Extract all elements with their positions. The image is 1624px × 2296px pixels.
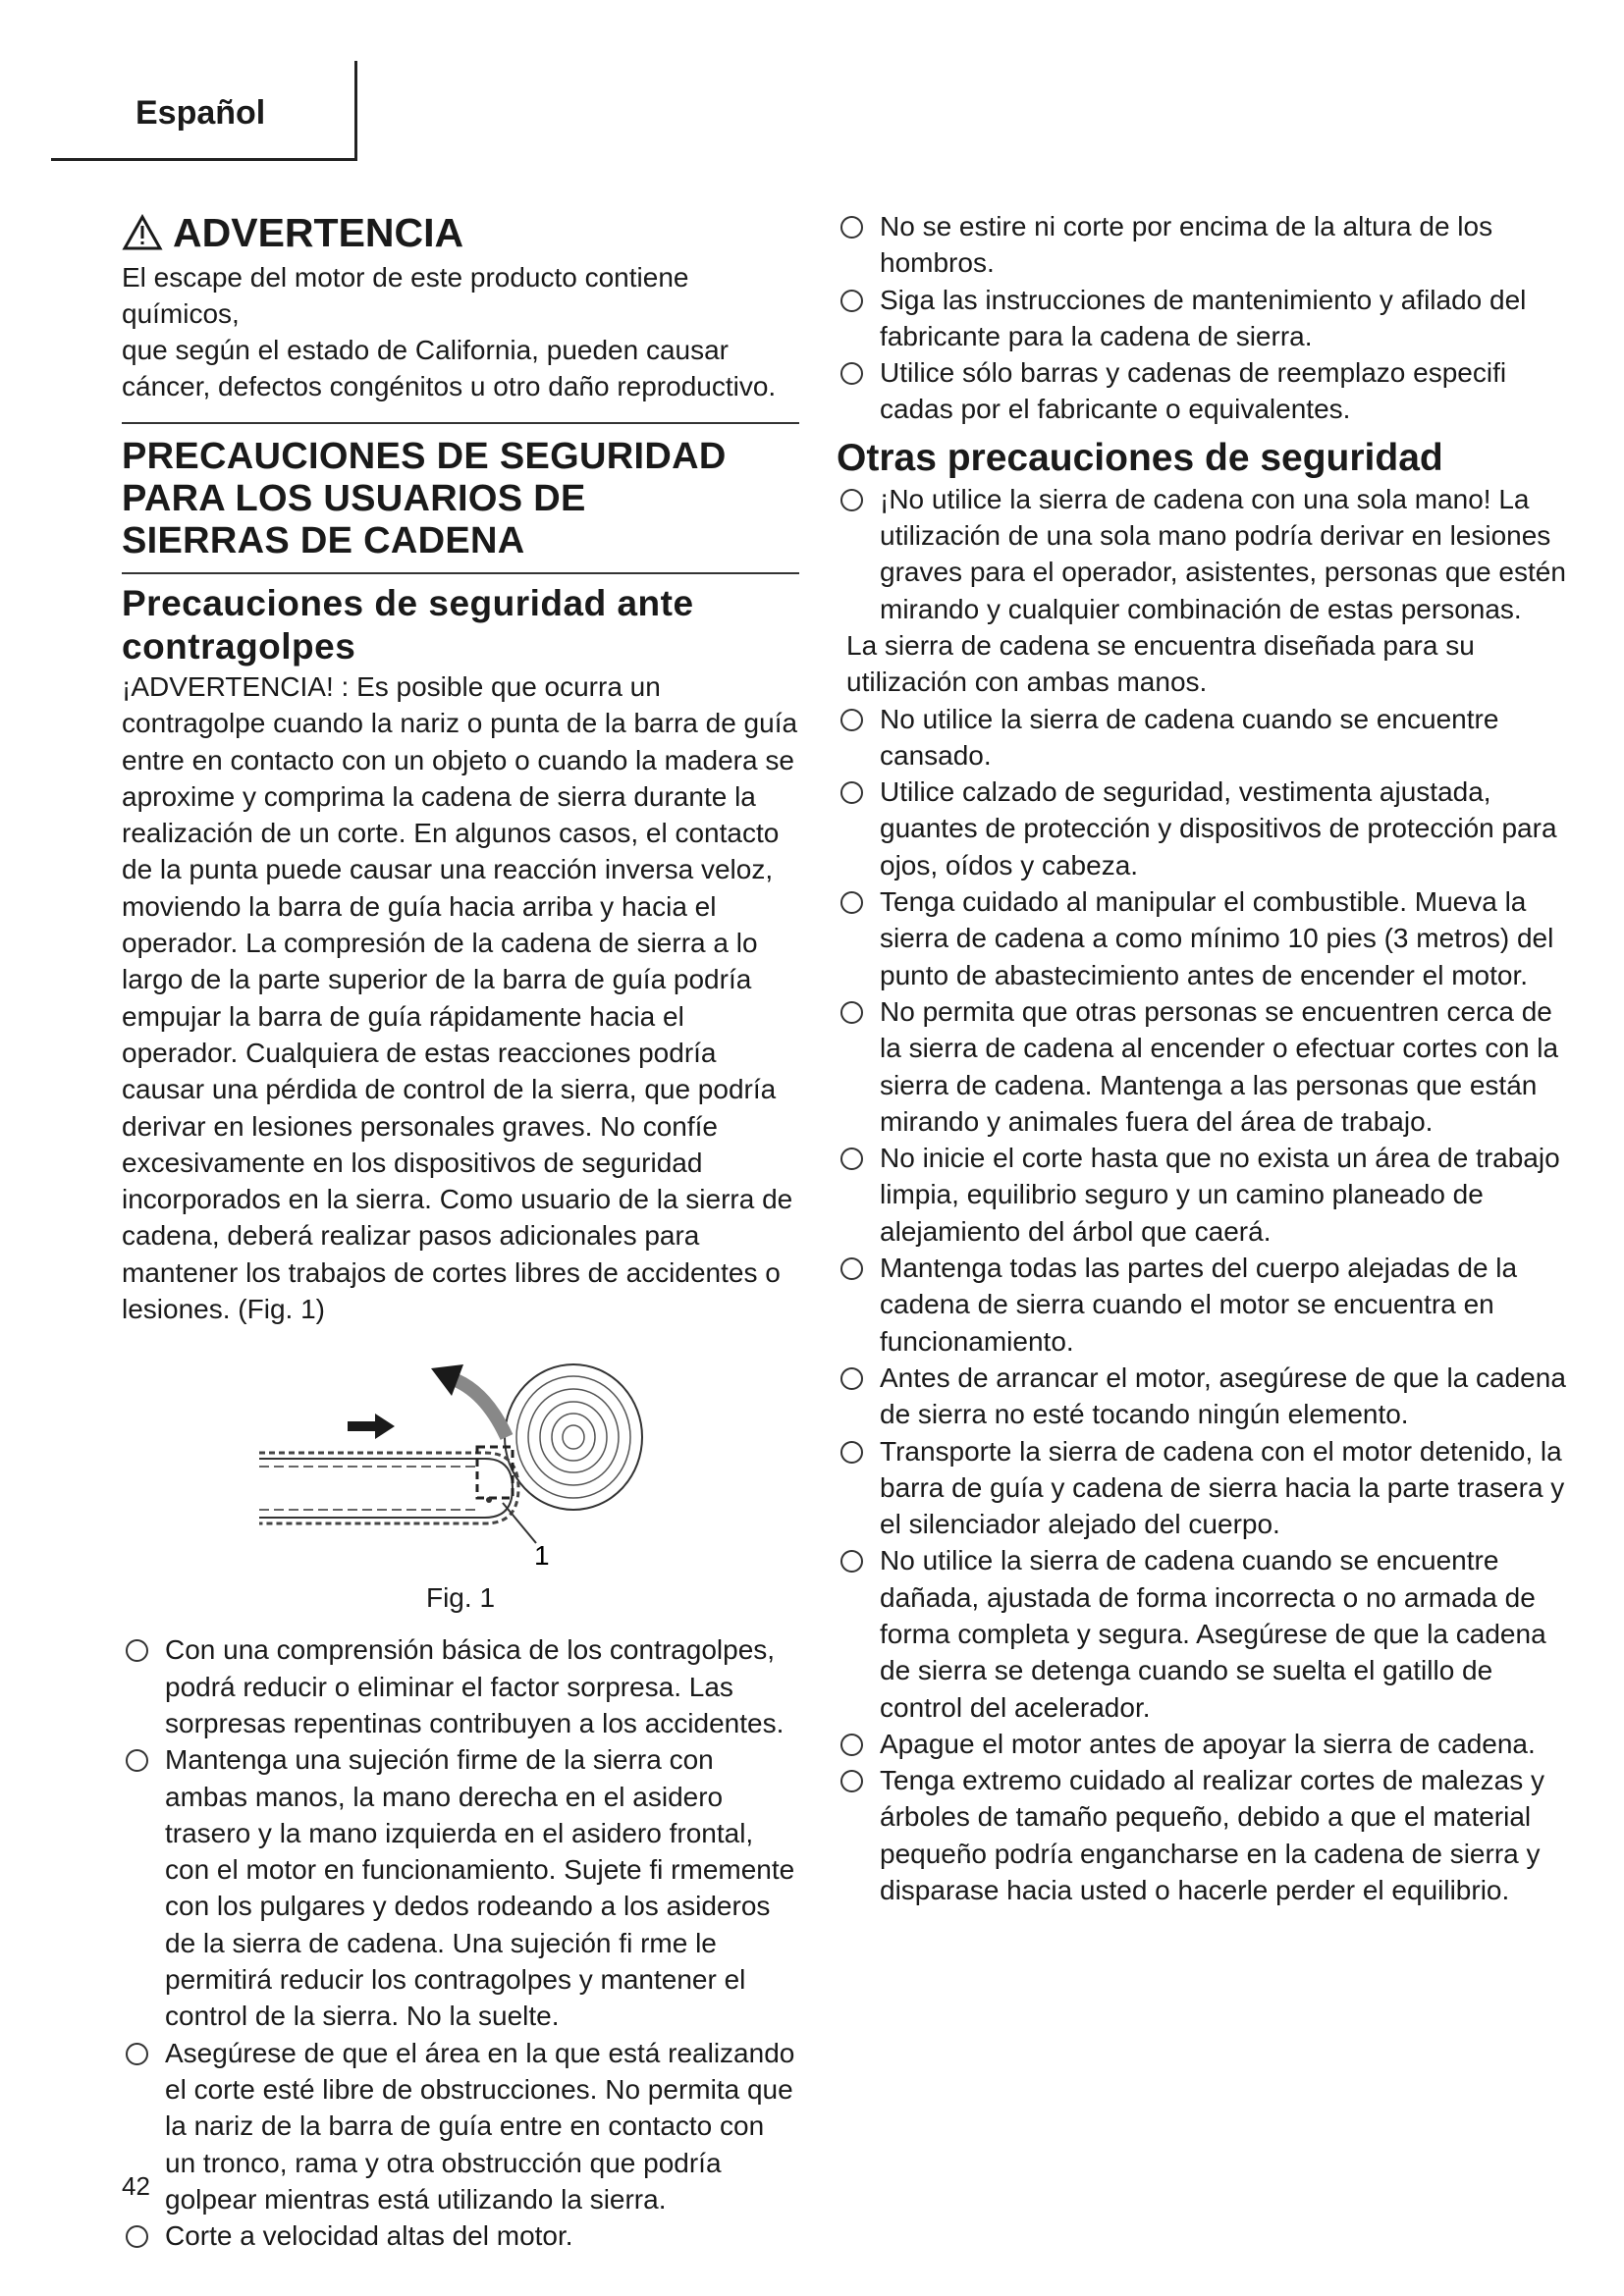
list-item: Tenga extremo cuidado al realizar cortes de malezas y árboles de tamaño pequeño, debido a que el material pequeño podría engancharse en la cadena de sierra y disparase hacia usted o hacerle perder el equilibrio. (837, 1762, 1575, 1908)
list-item: Apague el motor antes de apoyar la sierra de cadena. (837, 1726, 1575, 1762)
circle-bullet-icon (840, 1001, 863, 1024)
other-bullet-list-b (837, 701, 1575, 1909)
warning-triangle-icon (122, 214, 163, 251)
list-item: No utilice la sierra de cadena cuando se encuentre cansado. (837, 701, 1575, 774)
circle-bullet-icon (126, 1749, 148, 1772)
list-item: Siga las instrucciones de mantenimiento y afilado del fabricante para la cadena de sierra. (837, 282, 1575, 355)
circle-bullet-icon (840, 1257, 863, 1280)
kickback-arrow-icon (431, 1364, 507, 1437)
warning-text (122, 259, 799, 404)
list-item: Corte a velocidad altas del motor. (122, 2217, 799, 2254)
section-title-line: PARA LOS USUARIOS DE (122, 478, 586, 519)
guide-bar-icon (259, 1447, 536, 1543)
figure-callout-label: 1 (534, 1540, 550, 1572)
list-item: Mantenga todas las partes del cuerpo alejadas de la cadena de sierra cuando el motor se encuentra en funcionamiento. (837, 1250, 1575, 1360)
figure-caption: Fig. 1 (425, 1582, 496, 1614)
circle-bullet-icon (126, 1639, 148, 1662)
list-item: Mantenga una sujeción firme de la sierra con ambas manos, la mano derecha en el asidero trasero y la mano izquierda en el asidero frontal, con el motor en funcionamiento. Sujete fi rmemente con los pulgares y dedos rodeando a los asideros de la sierra de cadena. Una sujeción fi rme le permitirá reducir los contragolpes y mantener el control de la sierra. No la suelte. (122, 1741, 799, 2034)
top-bullet-list (837, 208, 1575, 428)
other-precautions-title: Otras precauciones de seguridad (837, 436, 1443, 479)
section-title-line: PRECAUCIONES DE SEGURIDAD (122, 436, 727, 477)
list-item: Tenga cuidado al manipular el combustible. Mueva la sierra de cadena a como mínimo 10 pies (3 metros) del punto de abastecimiento antes de encender el motor. (837, 883, 1575, 993)
list-item: Utilice sólo barras y cadenas de reemplazo especifi cadas por el fabricante o equivalentes. (837, 354, 1575, 428)
other-bullet-list-a (837, 481, 1575, 627)
kickback-bullet-list (122, 1631, 799, 2254)
circle-bullet-icon (126, 2043, 148, 2065)
list-item: Asegúrese de que el área en la que está realizando el corte esté libre de obstrucciones. No permita que la nariz de la barra de guía entre en contacto con un tronco, rama y otra obstrucción que podría golpear mientras está utilizando la sierra. (122, 2035, 799, 2217)
warning-title: ADVERTENCIA (173, 210, 464, 255)
kickback-title (122, 582, 799, 668)
circle-bullet-icon (840, 1148, 863, 1170)
language-tab (51, 61, 357, 161)
two-hands-note: La sierra de cadena se encuentra diseñada para su utilización con ambas manos. (846, 629, 1475, 698)
list-item: No permita que otras personas se encuentren cerca de la sierra de cadena al encender o efectuar cortes con la sierra de cadena. Mantenga a las personas que están mirando y animales fuera del área de trabajo. (837, 993, 1575, 1140)
list-item: No inicie el corte hasta que no exista un área de trabajo limpia, equilibrio seguro y un camino planeado de alejamiento del árbol que caerá. (837, 1140, 1575, 1250)
circle-bullet-icon (840, 489, 863, 511)
circle-bullet-icon (126, 2225, 148, 2248)
kickback-paragraph: ¡ADVERTENCIA! : Es posible que ocurra un contragolpe cuando la nariz o punta de la barra de guía entre en contacto con un objeto o cuando la madera se aproxime y comprima la cadena de sierra durante la realización de un corte. En algunos casos, el contacto de la punta puede causar una reacción inversa veloz, moviendo la barra de guía hacia arriba y hacia el operador. La compresión de la cadena de sierra a lo largo de la parte superior de la barra de guía podría empujar la barra de guía rápidamente hacia el operador. Cualquiera de estas reacciones podría causar una pérdida de control de la sierra, que podría derivar en lesiones personales graves. No confíe excesivamente en los dispositivos de seguridad incorporados en la sierra. Como usuario de la sierra de cadena, deberá realizar pasos adicionales para mantener los trabajos de cortes libres de accidentes o lesiones. (Fig. 1) (122, 671, 798, 1325)
circle-bullet-icon (840, 1734, 863, 1756)
circle-bullet-icon (840, 1550, 863, 1573)
section-title-line: SIERRAS DE CADENA (122, 520, 525, 561)
kickback-title-line: Precauciones de seguridad ante (122, 583, 694, 623)
circle-bullet-icon (840, 709, 863, 731)
circle-bullet-icon (840, 216, 863, 239)
circle-bullet-icon (840, 362, 863, 385)
circle-bullet-icon (840, 1441, 863, 1464)
log-icon (505, 1364, 642, 1510)
direction-arrow-icon (348, 1414, 395, 1439)
section-title (122, 436, 799, 562)
page-number: 42 (122, 2171, 150, 2201)
list-item: Antes de arrancar el motor, asegúrese de que la cadena de sierra no esté tocando ningún elemento. (837, 1360, 1575, 1433)
list-item: Utilice calzado de seguridad, vestimenta ajustada, guantes de protección y dispositivos de protección para ojos, oídos y cabeza. (837, 774, 1575, 883)
kickback-figure (122, 1351, 799, 1576)
warning-line: El escape del motor de este producto contiene químicos, (122, 262, 689, 329)
language-label: Español (135, 94, 266, 132)
kickback-title-line: contragolpes (122, 626, 356, 667)
circle-bullet-icon (840, 1367, 863, 1390)
circle-bullet-icon (840, 290, 863, 312)
subsection-divider (122, 572, 799, 574)
list-item: ¡No utilice la sierra de cadena con una sola mano! La utilización de una sola mano podría derivar en lesiones graves para el operador, asistentes, personas que estén mirando y cualquier combinación de estas personas. (837, 481, 1575, 627)
right-column (837, 208, 1575, 1908)
list-item: No se estire ni corte por encima de la altura de los hombros. (837, 208, 1575, 282)
section-divider (122, 422, 799, 424)
circle-bullet-icon (840, 1770, 863, 1792)
circle-bullet-icon (840, 781, 863, 804)
list-item: Transporte la sierra de cadena con el motor detenido, la barra de guía y cadena de sierra hacia la parte trasera y el silenciador alejado del cuerpo. (837, 1433, 1575, 1543)
warning-line: cáncer, defectos congénitos u otro daño reproductivo. (122, 371, 777, 401)
circle-bullet-icon (840, 891, 863, 914)
list-item: Con una comprensión básica de los contragolpes, podrá reducir o eliminar el factor sorpresa. Las sorpresas repentinas contribuyen a los accidentes. (122, 1631, 799, 1741)
list-item: No utilice la sierra de cadena cuando se encuentre dañada, ajustada de forma incorrecta o no armada de forma completa y segura. Asegúrese de que la cadena de sierra se detenga cuando se suelta el gatillo de control del acelerador. (837, 1542, 1575, 1725)
warning-line: que según el estado de California, pueden causar (122, 335, 729, 365)
warning-heading (122, 208, 799, 257)
left-column (122, 208, 799, 2254)
chainsaw-kickback-illustration (249, 1351, 662, 1576)
